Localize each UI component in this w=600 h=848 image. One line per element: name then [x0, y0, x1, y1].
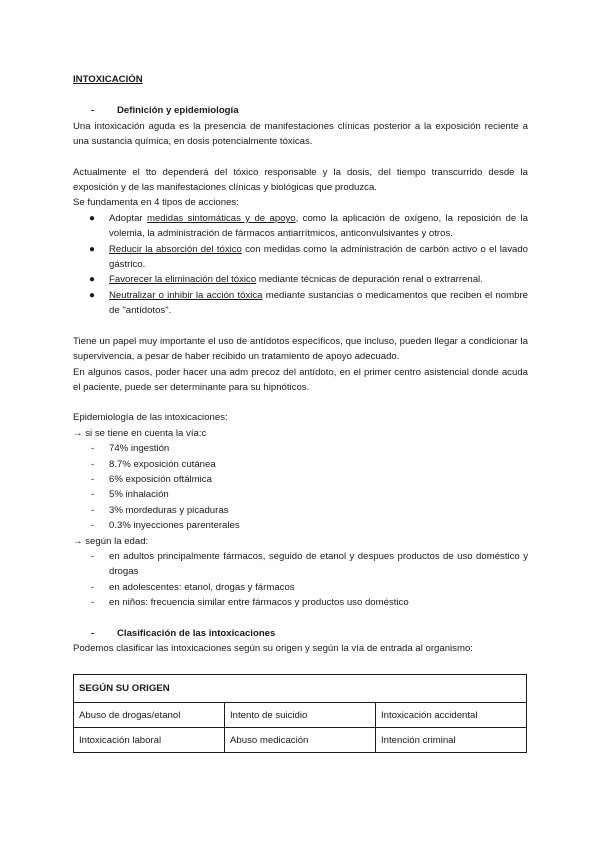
- actions-list: [73, 211, 528, 319]
- table-cell: Intoxicación laboral: [74, 728, 225, 753]
- list-item: - en adolescentes: etanol, drogas y fármacos: [91, 581, 295, 593]
- bullet-icon: ●: [89, 243, 96, 255]
- underlined-term: Favorecer la eliminación del tóxico: [109, 274, 257, 286]
- age-list: [73, 549, 528, 611]
- section-heading-clasificacion: [73, 626, 528, 641]
- section-heading-text: Definición y epidemiología: [117, 105, 239, 117]
- table-header: SEGÚN SU ORIGEN: [74, 675, 527, 703]
- list-item: ● Neutralizar o inhibir la acción tóxica mediante sustancias o medicamentos que reciben el nombre de "antídotos".: [89, 289, 528, 317]
- underlined-term: medidas sintomáticas y de apoyo: [146, 212, 296, 224]
- table-cell: Intoxicación accidental: [376, 703, 527, 728]
- list-item: ● Favorecer la eliminación del tóxico mediante técnicas de depuración renal o extrarrenal.: [73, 272, 528, 287]
- antidotes-paragraph-2: En algunos casos, poder hacer una adm precoz del antídoto, en el primer centro asistencial donde acuda el paciente, puede ser determinante para su hipnóticos.: [73, 366, 528, 393]
- bullet-icon: ●: [89, 274, 96, 286]
- table-row: [74, 703, 527, 728]
- document-title: INTOXICACIÓN: [73, 74, 143, 85]
- epidemiology-title: Epidemiología de las intoxicaciones:: [73, 412, 228, 424]
- list-item: - 74% ingestión: [91, 443, 170, 455]
- actions-intro: Se fundamenta en 4 tipos de acciones:: [73, 197, 239, 209]
- list-item: - 5% inhalación: [91, 489, 169, 501]
- list-item: - 3% mordeduras y picaduras: [91, 504, 229, 516]
- antidotes-paragraph-1: Tiene un papel muy importante el uso de antídotos específicos, que incluso, pueden llegar a condicionar la supervivencia, a pesar de haber recibido un tratamiento de apoyo adecuado.: [73, 335, 528, 363]
- via-list: [73, 441, 528, 533]
- section-dash: -: [91, 627, 95, 639]
- list-item: - en niños: frecuencia similar entre fármacos y productos uso doméstico: [91, 597, 409, 609]
- table-cell: Intención criminal: [376, 728, 527, 753]
- age-label: → según la edad:: [73, 535, 149, 547]
- list-item: - 6% exposición oftálmica: [91, 473, 212, 485]
- origin-table: [73, 674, 527, 753]
- list-item: - en adultos principalmente fármacos, seguido de etanol y despues productos de uso doméstico y drogas: [91, 550, 528, 578]
- document-page: [73, 72, 528, 753]
- table-cell: Intento de suicidio: [225, 703, 376, 728]
- section-dash: -: [91, 105, 95, 117]
- table-row: [74, 728, 527, 753]
- underlined-term: Reducir la absorción del tóxico: [109, 243, 242, 255]
- treatment-paragraph: Actualmente el tto dependerá del tóxico responsable y la dosis, del tiempo transcurrido desde la exposición y de las manifestaciones clínicas y biológicas que produzca.: [73, 166, 528, 194]
- table-cell: Abuso de drogas/etanol: [74, 703, 225, 728]
- section-heading-definicion: [73, 103, 528, 118]
- underlined-term: Neutralizar o inhibir la acción tóxica: [109, 289, 263, 301]
- classify-intro: Podemos clasificar las intoxicaciones según su origen y según la vía de entrada al organismo:: [73, 643, 473, 654]
- section-heading-text: Clasificación de las intoxicaciones: [117, 627, 276, 639]
- table-cell: Abuso medicación: [225, 728, 376, 753]
- via-label: → si se tiene en cuenta la vía:c: [73, 427, 207, 439]
- list-item: ● Adoptar medidas sintomáticas y de apoyo, como la aplicación de oxígeno, la reposición de la volemia, la administración de fármacos antiarrítmicos, anticonvulsivantes y otros.: [89, 212, 528, 240]
- intro-paragraph: Una intoxicación aguda es la presencia de manifestaciones clínicas posterior a la exposición reciente a una sustancia química, en dosis potencialmente tóxicas.: [73, 120, 528, 148]
- bullet-icon: ●: [89, 289, 96, 301]
- bullet-icon: ●: [89, 212, 96, 224]
- list-item: ● Reducir la absorción del tóxico con medidas como la administración de carbón activo o el lavado gástrico.: [89, 243, 528, 271]
- list-item: - 0.3% inyecciones parenterales: [91, 520, 240, 532]
- list-item: - 8.7% exposición cutánea: [91, 458, 216, 470]
